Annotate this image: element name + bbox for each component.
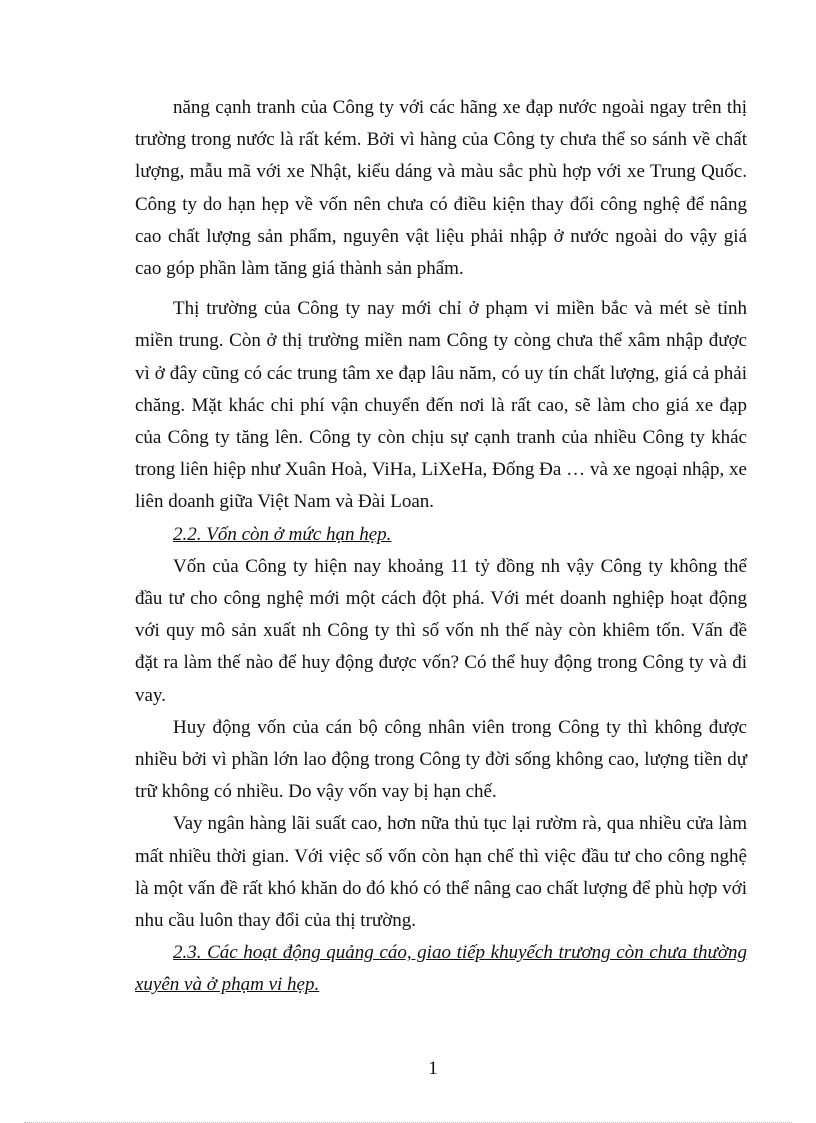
paragraph-market: Thị trường của Công ty nay mới chỉ ở phạm vi miền bắc và mét sè tỉnh miền trung. Còn ở thị trường miền nam Công ty còng chưa thể xâm nhập được vì ở đây cũng có các trung tâm xe đạp lâu năm, có uy tín chất lượng, giá cả phải chăng. Mặt khác chi phí vận chuyển đến nơi là rất cao, sẽ làm cho giá xe đạp của Công ty tăng lên. Công ty còn chịu sự cạnh tranh của nhiều Công ty khác trong liên hiệp như Xuân Hoà, ViHa, LiXeHa, Đống Đa … và xe ngoại nhập, xe liên doanh giữa Việt Nam và Đài Loan. xyxy=(135,298,747,513)
paragraph-competition: năng cạnh tranh của Công ty với các hãng xe đạp nước ngoài ngay trên thị trường trong nước là rất kém. Bởi vì hàng của Công ty chưa thể so sánh về chất lượng, mẫu mã với xe Nhật, kiểu dáng và màu sắc phù hợp với xe Trung Quốc. Công ty do hạn hẹp về vốn nên chưa có điều kiện thay đổi công nghệ để nâng cao chất lượng sản phẩm, nguyên vật liệu phải nhập ở nước ngoài do vậy giá cao góp phần làm tăng giá thành sản phẩm. xyxy=(135,97,747,280)
paragraph-capital: Vốn của Công ty hiện nay khoảng 11 tỷ đồng nh vậy Công ty không thể đầu tư cho công nghệ mới một cách đột phá. Với mét doanh nghiệp hoạt động với quy mô sản xuất nh Công ty thì số vốn nh thế này còn khiêm tốn. Vấn đề đặt ra làm thế nào để huy động được vốn? Có thể huy động trong Công ty và đi vay. xyxy=(135,555,747,706)
section-heading-2-3: 2.3. Các hoạt động quảng cáo, giao tiếp khuyếch trương còn chưa thường xuyên và ở phạm vi hẹp. xyxy=(135,942,747,996)
document-body xyxy=(135,92,747,1002)
paragraph-employee-funds: Huy động vốn của cán bộ công nhân viên trong Công ty thì không được nhiều bởi vì phần lớn lao động trong Công ty đời sống không cao, lượng tiền dự trữ không có nhiều. Do vậy vốn vay bị hạn chế. xyxy=(135,716,747,803)
section-heading-2-2: 2.2. Vốn còn ở mức hạn hẹp. xyxy=(173,523,392,545)
page-number: 1 xyxy=(428,1058,438,1079)
paragraph-bank-loans: Vay ngân hàng lãi suất cao, hơn nữa thủ tục lại rườm rà, qua nhiều cửa làm mất nhiều thời gian. Với việc số vốn còn hạn chế thì việc đầu tư cho công nghệ là một vấn đề rất khó khăn do đó khó có thể nâng cao chất lượng để phù hợp với nhu cầu luôn thay đổi của thị trường. xyxy=(135,813,747,932)
